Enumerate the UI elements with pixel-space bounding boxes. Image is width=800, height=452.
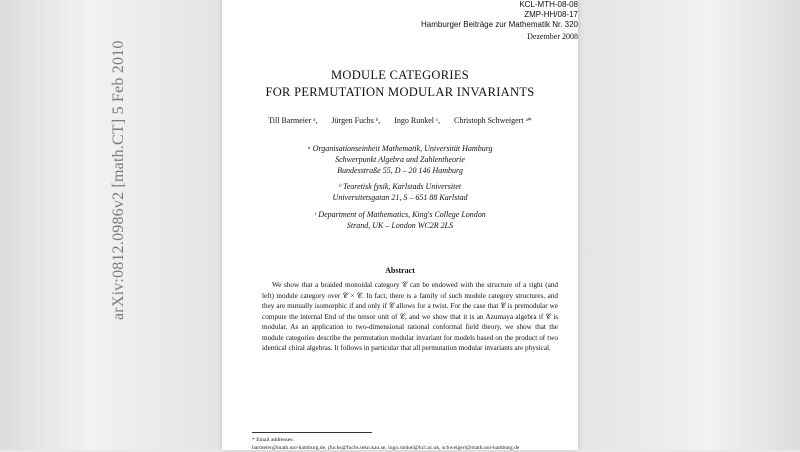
affiliation-b: [222, 181, 578, 203]
arxiv-stamp: arXiv:0812.0986v2 [math.CT] 5 Feb 2010: [110, 40, 127, 320]
affiliation-c: [222, 209, 578, 231]
title-line: FOR PERMUTATION MODULAR INVARIANTS: [265, 85, 535, 99]
affiliation-a: [222, 143, 578, 176]
abstract-text: We show that a braided monoidal category 𝒞 can be endowed with the structure of a right (and left) module category over 𝒞 × 𝒞. In fact, there is a family of such module category structures, and they are mutually isomorphic if and only if 𝒞 allows for a twist. For the case that 𝒞 is premodular we compute the internal End of the tensor unit of 𝒞, and we show that it is an Azumaya algebra if 𝒞 is modular. As an application to two-dimensional rational conformal field theory, we show that the module categories describe the permutation modular invariant for models based on the product of two identical chiral algebras. It follows in particular that all permutation modular invariants are physical.: [262, 281, 558, 352]
author: Christoph Schweigert ᵃ*: [454, 116, 532, 125]
title-line: MODULE CATEGORIES: [330, 68, 470, 82]
footnote-rule: [252, 432, 372, 433]
affiliation-line: Strand, UK – London WC2R 2LS: [346, 221, 454, 230]
report-number: Hamburger Beiträge zur Mathematik Nr. 320: [421, 20, 578, 29]
affiliation-line: Universitetsgatan 21, S – 651 88 Karlstad: [332, 193, 468, 202]
report-number: ZMP-HH/08-17: [524, 10, 578, 19]
affiliation-line: ᵇ Teoretisk fysik, Karlstads Universitet: [338, 182, 462, 191]
abstract-heading: Abstract: [385, 266, 415, 275]
report-numbers: [421, 0, 578, 30]
affiliation-line: ᵃ Organisationseinheit Mathematik, Universität Hamburg: [307, 144, 493, 153]
author: Till Barmeier ᵃ,: [268, 116, 318, 125]
paper-title: [222, 67, 578, 101]
footnote-label: * Email addresses:: [252, 437, 294, 443]
author-list: [222, 116, 578, 125]
report-number: KCL-MTH-08-08: [519, 0, 578, 9]
author: Jürgen Fuchs ᵇ,: [331, 116, 381, 125]
author: Ingo Runkel ᶜ,: [394, 116, 441, 125]
affiliation-line: Bundesstraße 55, D – 20 146 Hamburg: [337, 166, 463, 175]
paper-date: Dezember 2008: [527, 32, 578, 41]
affiliation-line: Schwerpunkt Algebra und Zahlentheorie: [335, 155, 465, 164]
affiliation-line: ᶜ Department of Mathematics, King's College London: [314, 210, 486, 219]
background-right: [578, 0, 800, 450]
footnote-emails: barmeier@math.uni-hamburg.de, jfuchs@fuchs.tekn.kau.se, ingo.runkel@kcl.ac.uk, schweigert@math.uni-hamburg.de: [252, 445, 520, 451]
